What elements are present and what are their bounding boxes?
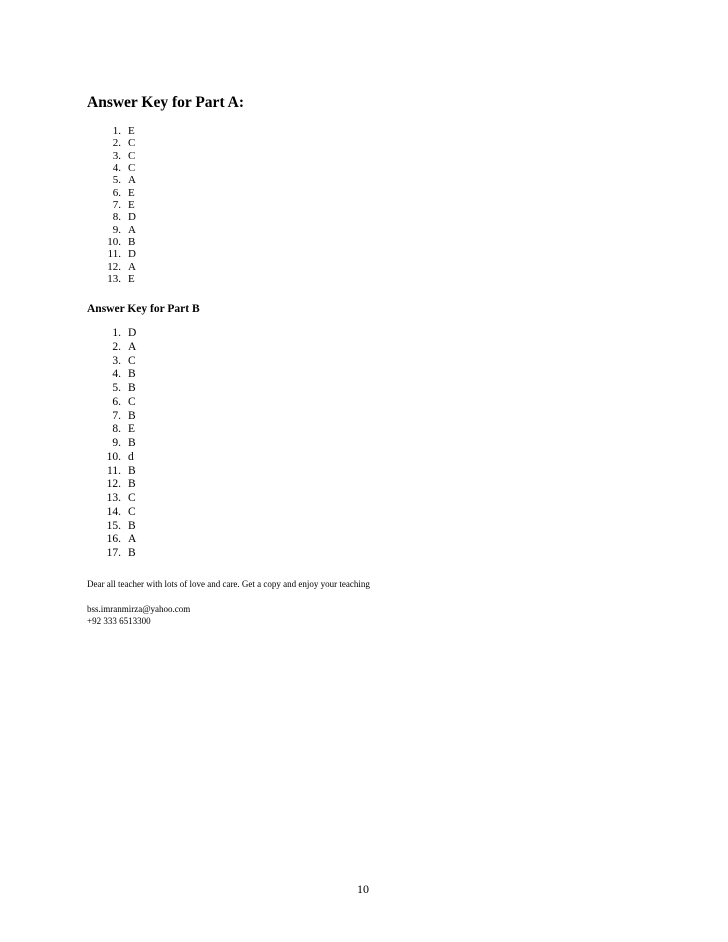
- part-b-answer-row: [87, 396, 287, 410]
- part-a-answer-row: [87, 162, 287, 174]
- answer-number: 13.: [106, 492, 121, 504]
- answer-letter: E: [128, 125, 135, 137]
- part-b-answer-row: [87, 533, 287, 547]
- answer-number: 6.: [112, 395, 121, 408]
- answer-letter: C: [128, 492, 136, 504]
- answer-letter: E: [128, 186, 135, 199]
- contact-block: [87, 603, 190, 627]
- part-a-heading: Answer Key for Part A:: [87, 94, 244, 111]
- part-a-answer-row: [87, 211, 287, 223]
- part-a-answer-row: [87, 248, 287, 260]
- answer-number: 7.: [112, 409, 121, 422]
- answer-letter: E: [128, 423, 136, 436]
- part-b-answer-list: [87, 327, 287, 561]
- answer-number: 16.: [106, 533, 121, 546]
- answer-letter: B: [128, 547, 136, 559]
- answer-letter: B: [128, 478, 136, 491]
- answer-number: 5.: [112, 382, 121, 394]
- contact-phone: +92 333 6513300: [87, 616, 151, 626]
- answer-number: 1.: [112, 327, 121, 339]
- answer-letter: D: [128, 248, 136, 261]
- answer-letter: C: [128, 505, 136, 518]
- answer-number: 9.: [112, 437, 121, 449]
- answer-letter: E: [128, 273, 135, 286]
- answer-number: 8.: [112, 211, 121, 224]
- answer-number: 10.: [107, 236, 121, 249]
- part-b-answer-row: [87, 423, 287, 437]
- answer-letter: B: [128, 519, 136, 532]
- answer-number: 3.: [112, 354, 121, 367]
- part-a-answer-row: [87, 273, 287, 285]
- answer-number: 1.: [112, 125, 121, 137]
- answer-letter: B: [128, 382, 136, 394]
- part-b-answer-row: [87, 437, 287, 451]
- part-a-answer-row: [87, 125, 287, 137]
- answer-number: 4.: [112, 368, 121, 381]
- part-a-answer-row: [87, 261, 287, 273]
- answer-letter: d: [128, 450, 134, 463]
- part-b-answer-row: [87, 478, 287, 492]
- part-a-answer-row: [87, 174, 287, 186]
- part-a-answer-row: [87, 224, 287, 236]
- page-number: 10: [357, 882, 369, 896]
- part-a-answer-row: [87, 150, 287, 162]
- part-b-answer-row: [87, 465, 287, 479]
- answer-number: 17.: [106, 547, 121, 559]
- answer-number: 11.: [107, 248, 121, 261]
- part-b-answer-row: [87, 492, 287, 506]
- answer-number: 13.: [107, 273, 121, 286]
- answer-number: 5.: [112, 174, 121, 187]
- part-a-answer-row: [87, 137, 287, 149]
- part-b-answer-row: [87, 451, 287, 465]
- answer-number: 2.: [112, 340, 121, 353]
- part-b-answer-row: [87, 547, 287, 561]
- answer-number: 10.: [106, 450, 121, 463]
- part-a-answer-list: [87, 125, 287, 285]
- contact-email: bss.imranmirza@yahoo.com: [87, 604, 191, 614]
- answer-number: 7.: [112, 199, 121, 212]
- answer-letter: E: [128, 199, 135, 212]
- answer-letter: C: [128, 149, 136, 162]
- answer-letter: A: [128, 223, 136, 236]
- answer-letter: A: [128, 340, 137, 353]
- part-a-answer-row: [87, 187, 287, 199]
- answer-letter: C: [128, 354, 136, 367]
- part-a-answer-row: [87, 199, 287, 211]
- answer-number: 3.: [112, 149, 121, 162]
- answer-letter: A: [128, 260, 136, 273]
- answer-letter: B: [128, 464, 136, 477]
- part-b-answer-row: [87, 368, 287, 382]
- answer-letter: A: [128, 533, 137, 546]
- answer-number: 12.: [107, 260, 121, 273]
- answer-number: 14.: [106, 505, 121, 518]
- answer-number: 6.: [112, 186, 121, 199]
- teacher-note: Dear all teacher with lots of love and care. Get a copy and enjoy your teaching: [87, 579, 370, 589]
- answer-number: 2.: [112, 137, 121, 150]
- part-b-answer-row: [87, 327, 287, 341]
- answer-number: 8.: [112, 423, 121, 436]
- answer-letter: B: [128, 409, 136, 422]
- part-b-answer-row: [87, 506, 287, 520]
- answer-letter: C: [128, 137, 136, 150]
- part-b-answer-row: [87, 410, 287, 424]
- part-b-answer-row: [87, 341, 287, 355]
- part-b-answer-row: [87, 520, 287, 534]
- answer-letter: B: [128, 437, 136, 449]
- part-b-answer-row: [87, 355, 287, 369]
- answer-number: 15.: [106, 519, 121, 532]
- answer-number: 9.: [112, 223, 121, 236]
- part-b-heading: Answer Key for Part B: [87, 303, 200, 315]
- answer-letter: C: [128, 162, 136, 175]
- answer-letter: D: [128, 327, 137, 339]
- answer-letter: A: [128, 174, 136, 187]
- part-b-answer-row: [87, 382, 287, 396]
- answer-letter: D: [128, 211, 136, 224]
- answer-letter: C: [128, 395, 136, 408]
- answer-letter: B: [128, 236, 136, 249]
- answer-number: 12.: [106, 478, 121, 491]
- answer-number: 4.: [112, 162, 121, 175]
- answer-number: 11.: [107, 464, 121, 477]
- part-a-answer-row: [87, 236, 287, 248]
- answer-letter: B: [128, 368, 136, 381]
